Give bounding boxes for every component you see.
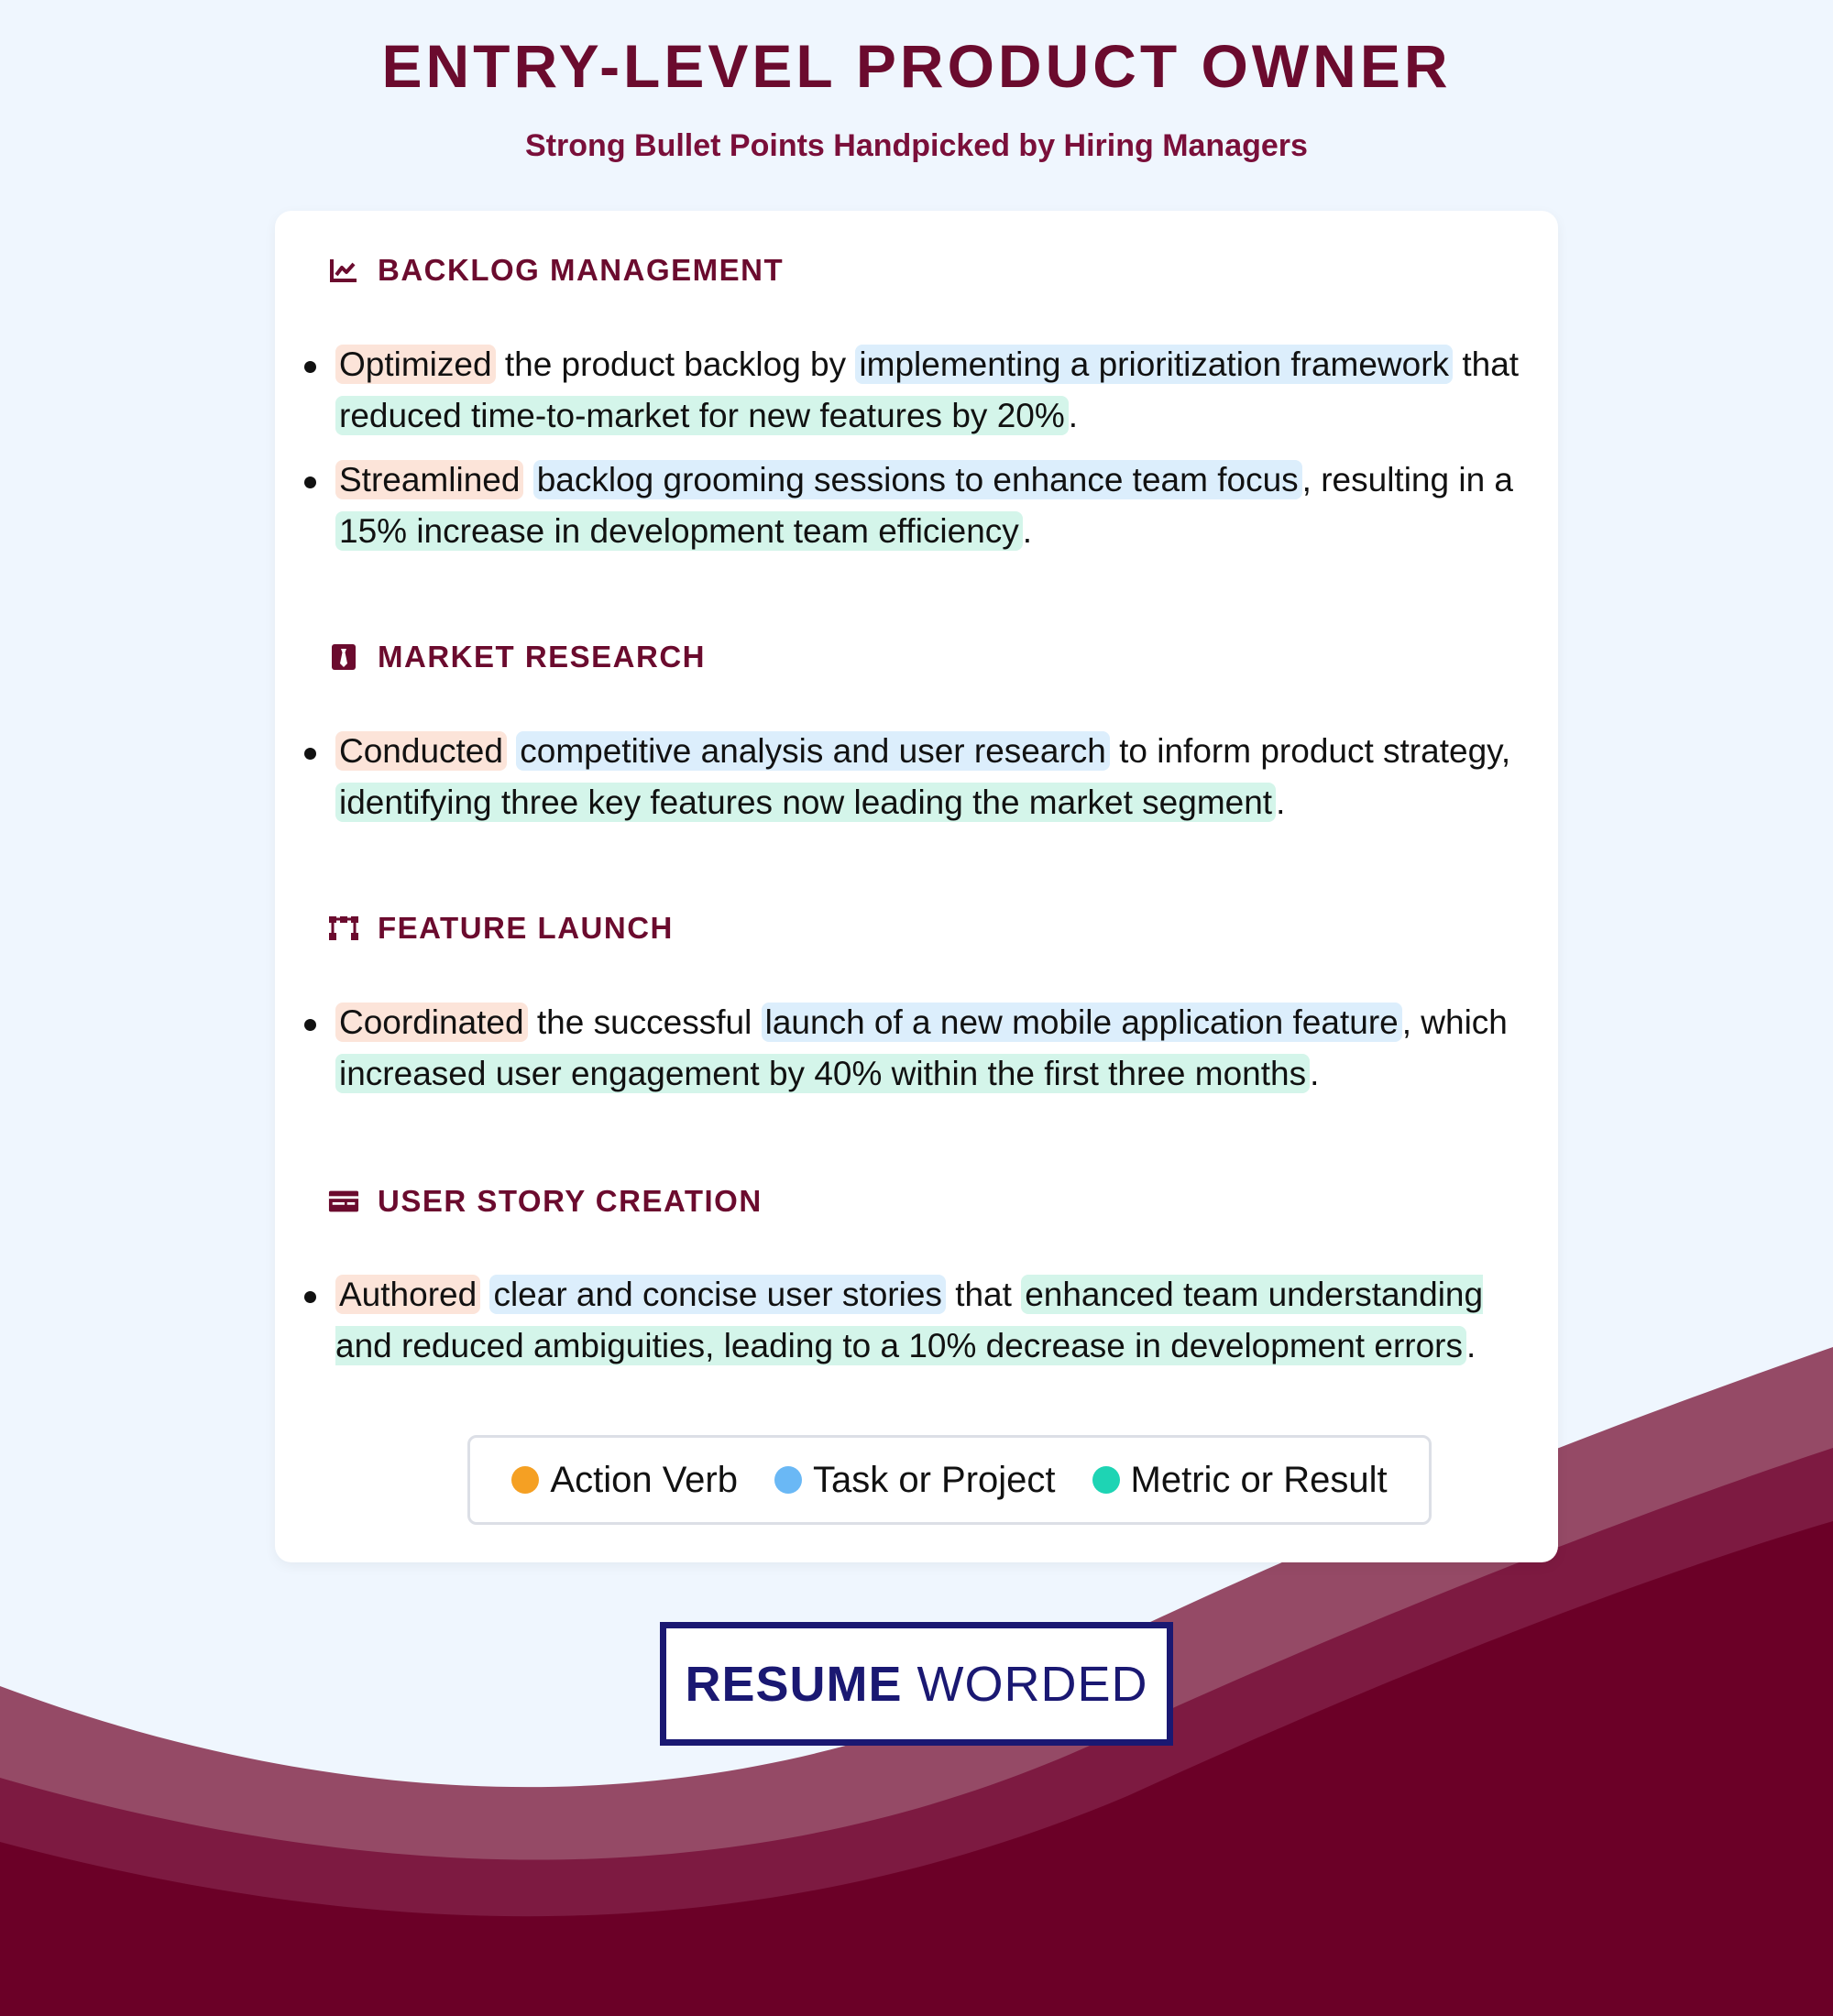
- section-title: BACKLOG MANAGEMENT: [378, 253, 785, 287]
- bullet-point: Conducted competitive analysis and user research to inform product strategy, identifying three key features now leading the market segment .: [302, 726, 1549, 828]
- legend-label: Metric or Result: [1130, 1459, 1388, 1500]
- page-header: [0, 27, 1833, 165]
- legend-dot-blue: [774, 1466, 802, 1494]
- bullet-point: Coordinated the successful launch of a new mobile application feature , which increased user engagement by 40% within the first three months .: [302, 997, 1549, 1100]
- legend-dot-teal: [1092, 1466, 1120, 1494]
- section-header: [328, 639, 706, 675]
- section-header: [328, 252, 784, 289]
- network-icon: [328, 913, 359, 944]
- legend-dot-orange: [511, 1466, 539, 1494]
- bullet-point: Streamlined backlog grooming sessions to enhance team focus , resulting in a 15% increase in development team efficiency .: [302, 455, 1549, 557]
- bullet-list: [302, 1269, 1549, 1385]
- legend-metric-or-result: [1092, 1460, 1388, 1501]
- tie-icon: [328, 641, 359, 673]
- action-verb-highlight: Coordinated: [335, 1003, 528, 1042]
- task-highlight: backlog grooming sessions to enhance team focus: [533, 460, 1302, 499]
- action-verb-highlight: Conducted: [335, 731, 507, 771]
- metric-highlight: increased user engagement by 40% within the first three months: [335, 1054, 1310, 1093]
- bullet-point: Authored clear and concise user stories that enhanced team understanding and reduced ambiguities, leading to a 10% decrease in development errors .: [302, 1269, 1549, 1372]
- bullet-list: [302, 997, 1549, 1112]
- resume-worded-logo[interactable]: [660, 1622, 1173, 1746]
- id-card-icon: [328, 1186, 359, 1217]
- section-header: [328, 1183, 763, 1220]
- bullet-points-card: [275, 211, 1558, 1562]
- action-verb-highlight: Streamlined: [335, 460, 523, 499]
- action-verb-highlight: Authored: [335, 1275, 480, 1314]
- task-highlight: clear and concise user stories: [489, 1275, 945, 1314]
- metric-highlight: identifying three key features now leading the market segment: [335, 783, 1276, 822]
- task-highlight: launch of a new mobile application feature: [762, 1003, 1402, 1042]
- section-title: MARKET RESEARCH: [378, 640, 707, 674]
- page-subtitle: Strong Bullet Points Handpicked by Hiring Managers: [525, 128, 1308, 163]
- legend-task-or-project: [774, 1460, 1056, 1501]
- section-header: [328, 910, 674, 947]
- metric-highlight: reduced time-to-market for new features by 20%: [335, 396, 1069, 435]
- bullet-point: Optimized the product backlog by implementing a prioritization framework that reduced time-to-market for new features by 20% .: [302, 339, 1549, 442]
- bullet-list: [302, 726, 1549, 841]
- metric-highlight: enhanced team understanding and reduced ambiguities, leading to a 10% decrease in development errors: [335, 1276, 1484, 1364]
- page-title: ENTRY-LEVEL PRODUCT OWNER: [381, 32, 1452, 100]
- legend-label: Task or Project: [812, 1459, 1056, 1500]
- highlight-legend: [467, 1435, 1432, 1525]
- logo-word-worded: WORDED: [916, 1656, 1148, 1712]
- legend-label: Action Verb: [550, 1459, 738, 1500]
- bullet-list: [302, 339, 1549, 570]
- logo-word-resume: RESUME: [685, 1656, 903, 1712]
- legend-action-verb: [511, 1460, 738, 1501]
- line-chart-icon: [328, 255, 359, 286]
- task-highlight: competitive analysis and user research: [516, 731, 1110, 771]
- section-title: FEATURE LAUNCH: [378, 911, 674, 945]
- metric-highlight: 15% increase in development team efficiency: [335, 511, 1023, 551]
- section-title: USER STORY CREATION: [378, 1184, 763, 1218]
- action-verb-highlight: Optimized: [335, 345, 496, 384]
- task-highlight: implementing a prioritization framework: [855, 345, 1453, 384]
